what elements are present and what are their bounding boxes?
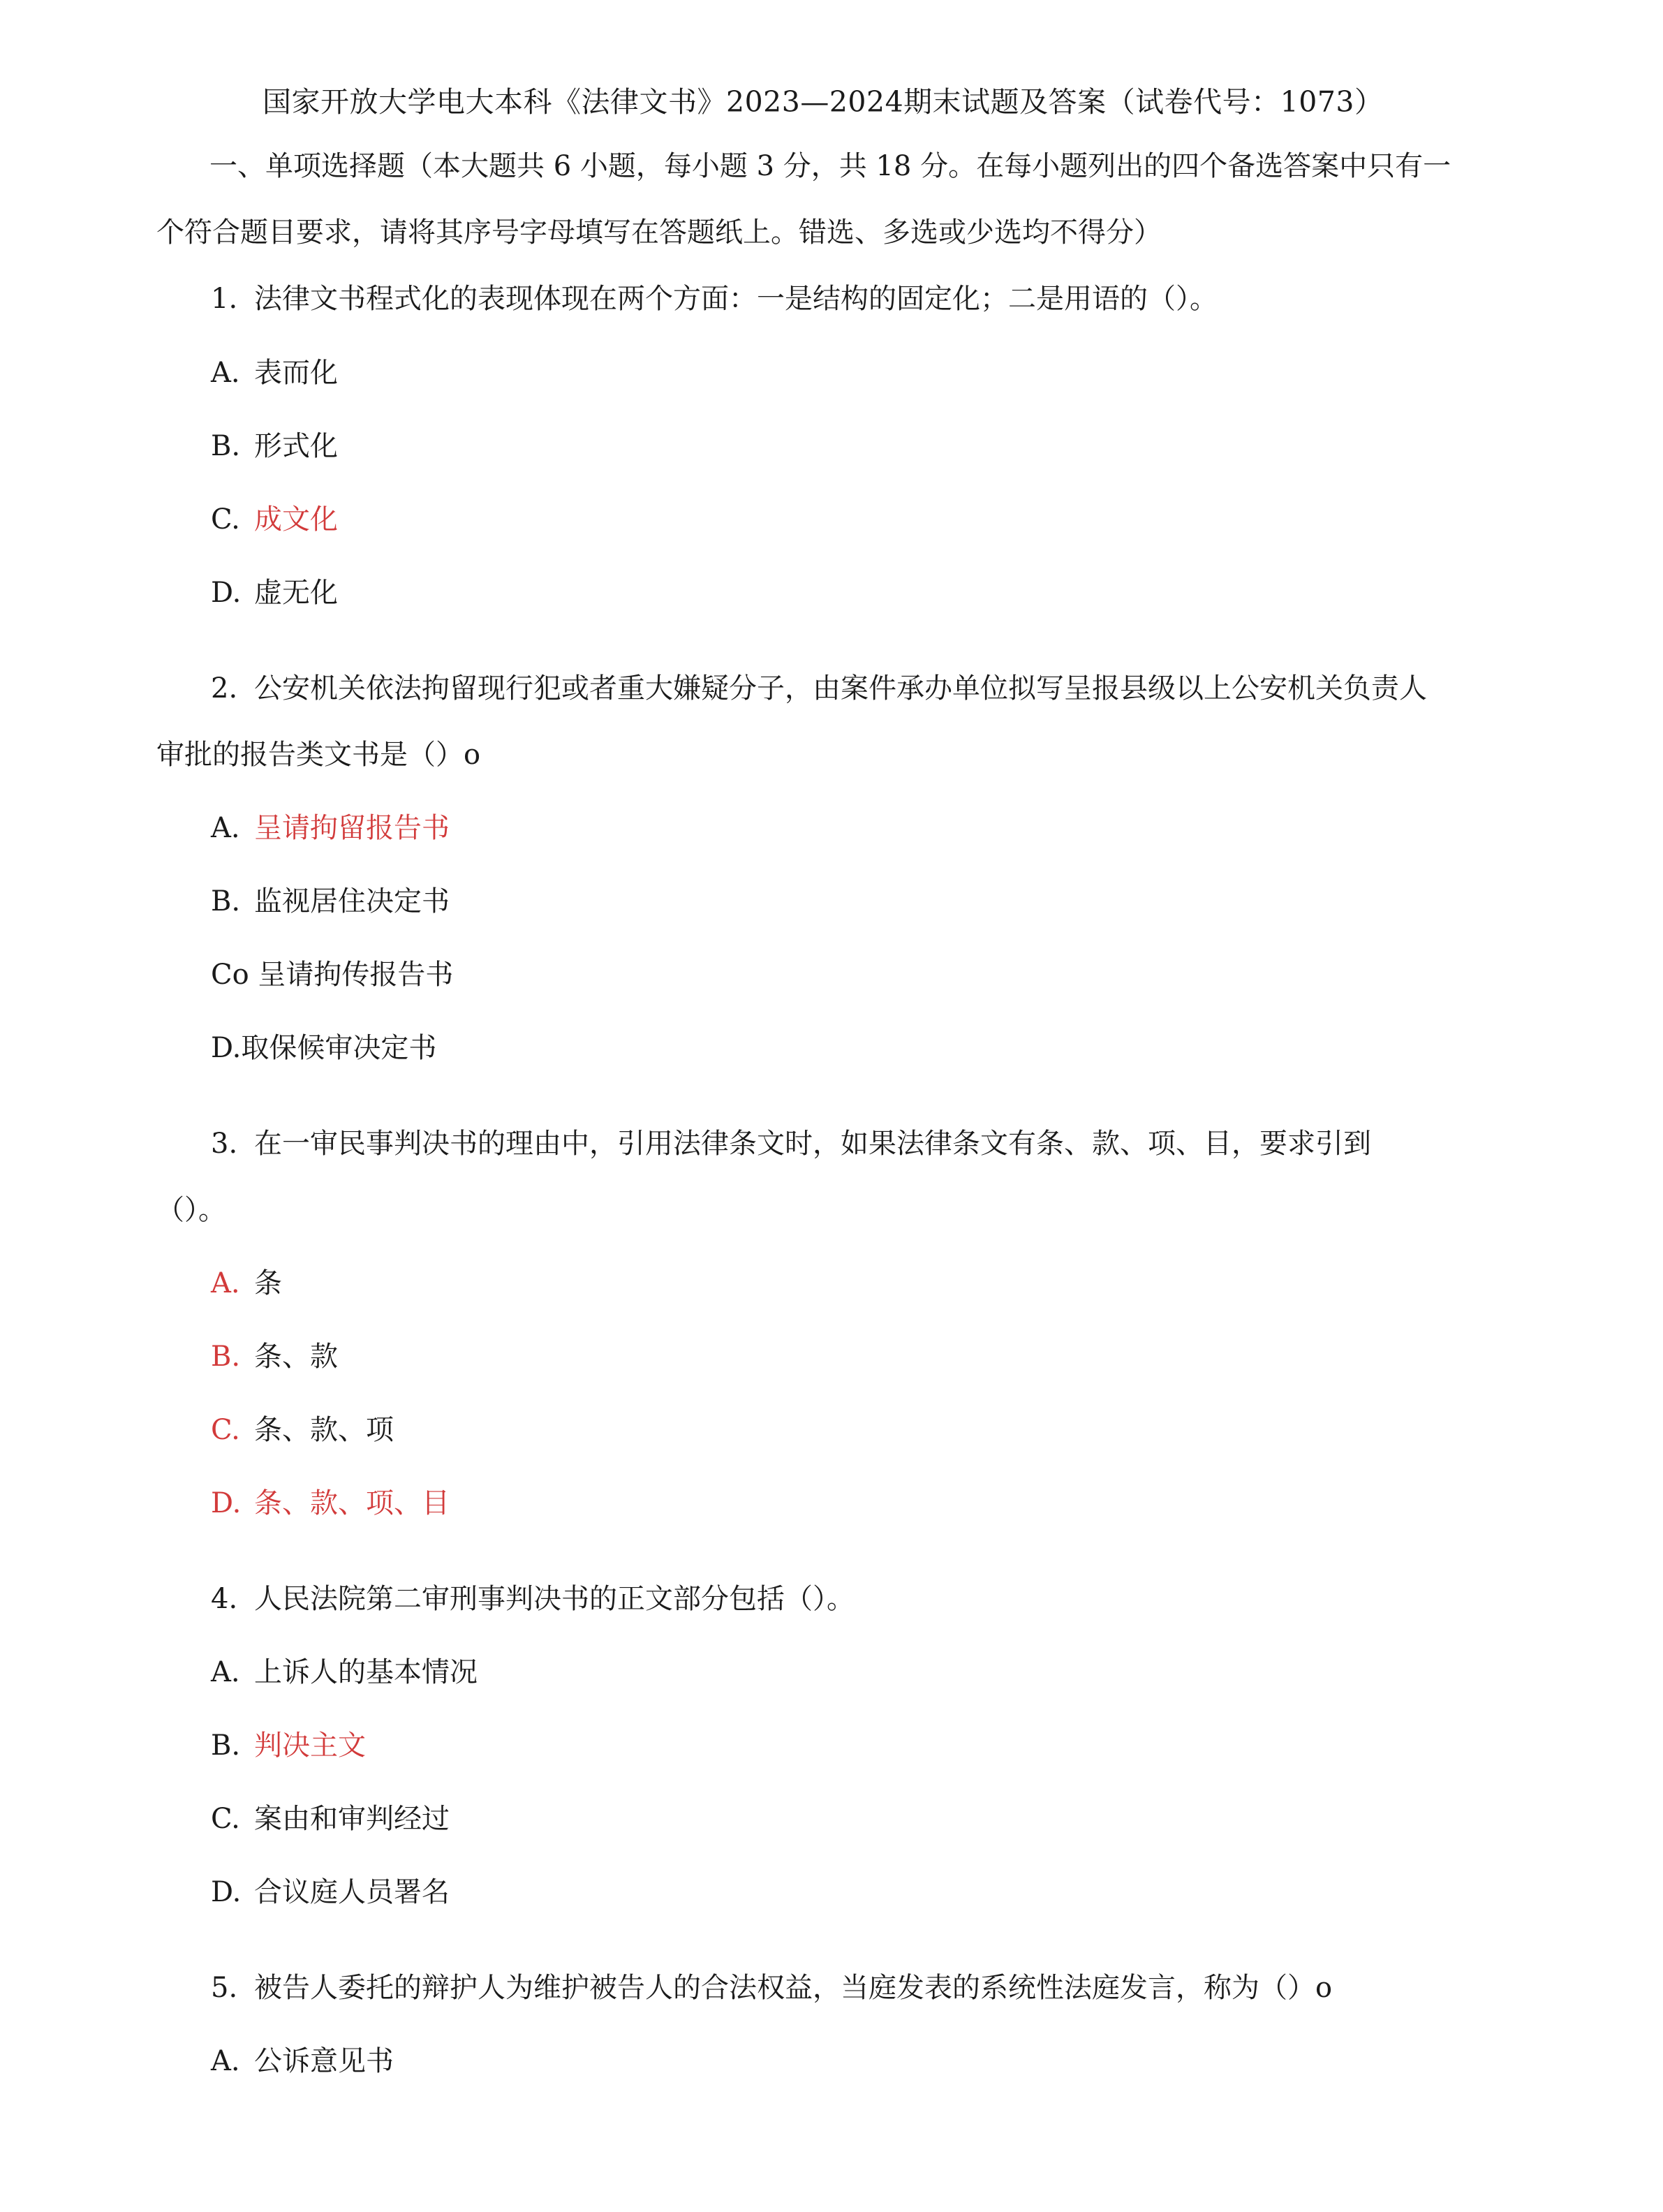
option-text: 条、款 [254,1341,338,1373]
question-text: 被告人委托的辩护人为维护被告人的合法权益，当庭发表的系统性法庭发言，称为（）o [254,1972,1333,2004]
option-text: 合议庭人员署名 [254,1876,450,1908]
question-text: 公安机关依法拘留现行犯或者重大嫌疑分子，由案件承办单位拟写呈报县级以上公安机关负责人 [254,672,1427,705]
question-5 [211,1968,1332,2007]
section-heading-line1: 一、单项选择题（本大题共 6 小题，每小题 3 分，共 18 分。在每小题列出的四个备选答案中只有一 [209,150,1451,182]
option-letter: B. [211,885,241,917]
question-number: 5. [211,1972,238,2004]
q3-option-d [211,1484,450,1523]
q1-option-d [211,573,338,612]
document-title: 国家开放大学电大本科《法律文书》2023—2024期末试题及答案（试卷代号：1073） [263,85,1384,119]
option-letter: A. [211,812,240,844]
option-letter: A. [211,1656,240,1688]
option-text: 上诉人的基本情况 [254,1656,478,1688]
option-letter: C. [211,503,240,536]
option-text: 公诉意见书 [254,2045,394,2077]
q2-option-d: D.取保候审决定书 [211,1032,437,1064]
question-4 [211,1579,855,1619]
section-heading-line2: 个符合题目要求，请将其序号字母填写在答题纸上。错选、多选或少选均不得分） [156,216,1162,249]
q3-option-c [211,1410,394,1450]
option-letter: A. [211,1267,240,1299]
q1-option-b [211,427,338,466]
option-text: 条 [254,1267,282,1299]
option-text-answer: 判决主文 [254,1730,366,1762]
option-text-answer: 成文化 [254,503,338,536]
question-3-continued: （）。 [156,1194,226,1226]
q3-option-b [211,1337,338,1376]
option-letter: D. [211,1876,242,1908]
question-3 [211,1124,1371,1163]
q4-option-c [211,1799,450,1838]
question-2-continued: 审批的报告类文书是（）o [156,739,481,771]
question-text: 法律文书程式化的表现体现在两个方面：一是结构的固定化；二是用语的（）。 [254,283,1218,315]
option-text: 形式化 [254,430,338,462]
option-letter: C. [211,1803,240,1835]
option-text: 表而化 [254,357,338,389]
q2-option-b [211,882,450,921]
option-letter: A. [211,357,240,389]
q2-option-c: Co 呈请拘传报告书 [211,959,454,991]
question-number: 1. [211,283,238,315]
q4-option-a [211,1653,478,1692]
option-text: 监视居住决定书 [254,885,450,917]
q1-option-c [211,500,338,539]
q1-option-a [211,353,338,392]
option-text: 案由和审判经过 [254,1803,450,1835]
q4-option-d [211,1873,450,1912]
option-text: 虚无化 [254,577,338,609]
option-text: 条、款、项 [254,1414,394,1446]
question-number: 2. [211,672,238,705]
option-letter: B. [211,1730,241,1762]
question-number: 4. [211,1583,238,1615]
question-text: 在一审民事判决书的理由中，引用法律条文时，如果法律条文有条、款、项、目，要求引到 [254,1128,1371,1160]
question-text: 人民法院第二审刑事判决书的正文部分包括（）。 [254,1583,855,1615]
question-number: 3. [211,1128,238,1160]
question-1 [211,279,1218,318]
option-letter: D. [211,1487,242,1519]
q3-option-a [211,1264,282,1303]
q2-option-a [211,809,450,848]
q5-option-a [211,2042,394,2081]
option-letter: A. [211,2045,240,2077]
option-text-answer: 条、款、项、目 [254,1487,450,1519]
option-letter: B. [211,430,241,462]
option-letter: D. [211,577,242,609]
question-2 [211,669,1427,708]
q4-option-b [211,1726,366,1765]
option-letter: B. [211,1341,241,1373]
option-letter: C. [211,1414,240,1446]
option-text-answer: 呈请拘留报告书 [254,812,450,844]
